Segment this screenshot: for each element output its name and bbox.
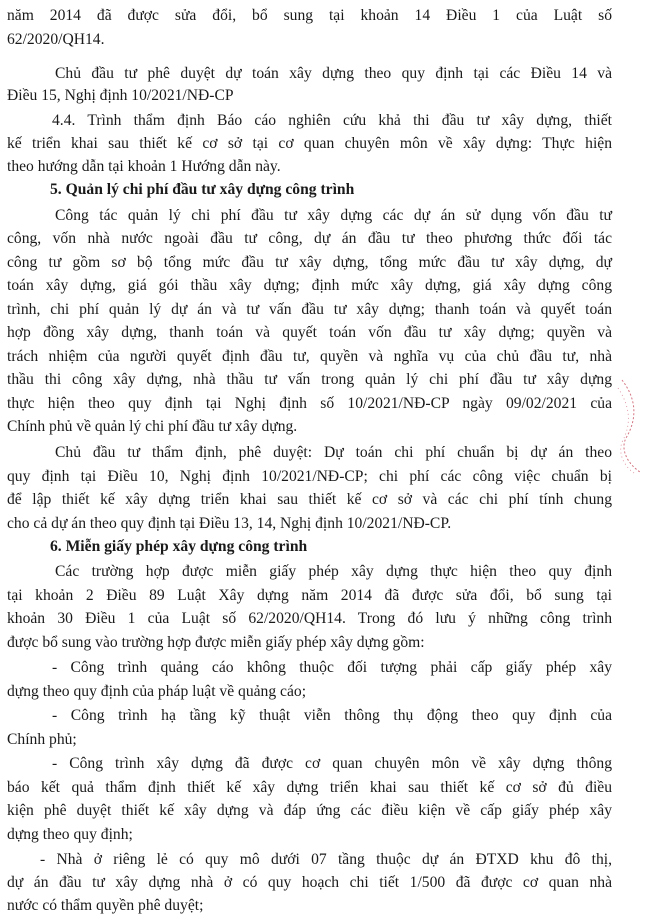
text-line: được bổ sung vào trường hợp được miễn giấy phép xây dựng gồm: xyxy=(7,634,425,651)
text-line: quy định tại Điều 10, Nghị định 10/2021/NĐ-CP; chi phí các công việc chuẩn bị xyxy=(7,468,612,485)
text-line: dựng theo quy định; xyxy=(7,826,133,843)
text-line: dự án đầu tư xây dựng nhà ở có quy hoạch chi tiết 1/500 đã được cơ quan nhà xyxy=(7,874,612,891)
text-line: Chủ đầu tư phê duyệt dự toán xây dựng theo quy định tại các Điều 14 và xyxy=(55,65,612,82)
text-line: khoản 30 Điều 1 của Luật số 62/2020/QH14. Trong đó lưu ý những công trình xyxy=(7,610,612,627)
text-line: trách nhiệm của người quyết định đầu tư, quyền và nghĩa vụ của chủ đầu tư, nhà xyxy=(7,348,612,365)
bullet-line: - Công trình hạ tầng kỹ thuật viễn thông thụ động theo quy định của xyxy=(52,707,612,724)
text-line: Chính phủ về quản lý chi phí đầu tư xây dựng. xyxy=(7,418,298,435)
red-stamp-mark xyxy=(616,378,644,474)
text-line: cho cả dự án theo quy định tại Điều 13, 14, Nghị định 10/2021/NĐ-CP. xyxy=(7,515,452,532)
text-line: nước có thẩm quyền phê duyệt; xyxy=(7,897,204,914)
text-line: Điều 15, Nghị định 10/2021/NĐ-CP xyxy=(7,87,234,104)
text-line: Chủ đầu tư thẩm định, phê duyệt: Dự toán chi phí chuẩn bị dự án theo xyxy=(55,444,612,461)
text-line: toán xây dựng, giá gói thầu xây dựng; định mức xây dựng, giá xây dựng công xyxy=(7,277,612,294)
text-line: Công tác quản lý chi phí đầu tư xây dựng các dự án sử dụng vốn đầu tư xyxy=(55,207,612,224)
text-line: kiện phê duyệt thiết kế xây dựng và đáp ứng các điều kiện về cấp giấy phép xây xyxy=(7,802,612,819)
stamp-arc xyxy=(618,388,634,473)
bullet-line: - Nhà ở riêng lẻ có quy mô dưới 07 tầng thuộc dự án ĐTXD khu đô thị, xyxy=(40,851,612,868)
text-line: theo hướng dẫn tại khoản 1 Hướng dẫn này. xyxy=(7,158,281,175)
text-line: hợp đồng xây dựng, thanh toán và quyết toán vốn đầu tư xây dựng; quyền và xyxy=(7,324,612,341)
text-line: để lập thiết kế xây dựng triển khai sau thiết kế cơ sở và các chi phí tính chung xyxy=(7,491,612,508)
text-line: thực hiện theo quy định tại Nghị định số 10/2021/NĐ-CP ngày 09/02/2021 của xyxy=(7,395,612,412)
text-line: công, vốn nhà nước ngoài đầu tư công, dự án đầu tư theo phương thức đối tác xyxy=(7,230,612,247)
text-line: 62/2020/QH14. xyxy=(7,31,105,48)
stamp-arc xyxy=(622,380,640,472)
bullet-line: - Công trình quảng cáo không thuộc đối tượng phải cấp giấy phép xây xyxy=(52,659,612,676)
text-line: báo kết quả thẩm định thiết kế xây dựng triển khai sau thiết kế cơ sở đủ điều xyxy=(7,779,612,796)
text-line: tại khoản 2 Điều 89 Luật Xây dựng năm 2014 đã được sửa đổi, bổ sung tại xyxy=(7,587,612,604)
text-line: Chính phủ; xyxy=(7,731,77,748)
section-heading: 5. Quản lý chi phí đầu tư xây dựng công trình xyxy=(50,181,355,198)
text-line: 4.4. Trình thẩm định Báo cáo nghiên cứu khả thi đầu tư xây dựng, thiết xyxy=(52,112,612,129)
text-line: kế triển khai sau thiết kế cơ sở tại cơ quan chuyên môn về xây dựng: Thực hiện xyxy=(7,135,612,152)
text-line: thầu thi công xây dựng, nhà thầu tư vấn trong quản lý chi phí đầu tư xây dựng xyxy=(7,371,612,388)
bullet-line: - Công trình xây dựng đã được cơ quan chuyên môn về xây dựng thông xyxy=(52,755,612,772)
text-line: trình, chi phí quản lý dự án và tư vấn đầu tư xây dựng; thanh toán và quyết toán xyxy=(7,301,612,318)
text-line: Các trường hợp được miễn giấy phép xây dựng thực hiện theo quy định xyxy=(55,563,612,580)
text-line: năm 2014 đã được sửa đổi, bổ sung tại khoản 14 Điều 1 của Luật số xyxy=(7,7,612,24)
section-heading: 6. Miễn giấy phép xây dựng công trình xyxy=(50,538,308,555)
text-line: công tư gồm sơ bộ tổng mức đầu tư xây dựng, tổng mức đầu tư xây dựng, dự xyxy=(7,254,612,271)
text-line: dựng theo quy định của pháp luật về quảng cáo; xyxy=(7,683,307,700)
